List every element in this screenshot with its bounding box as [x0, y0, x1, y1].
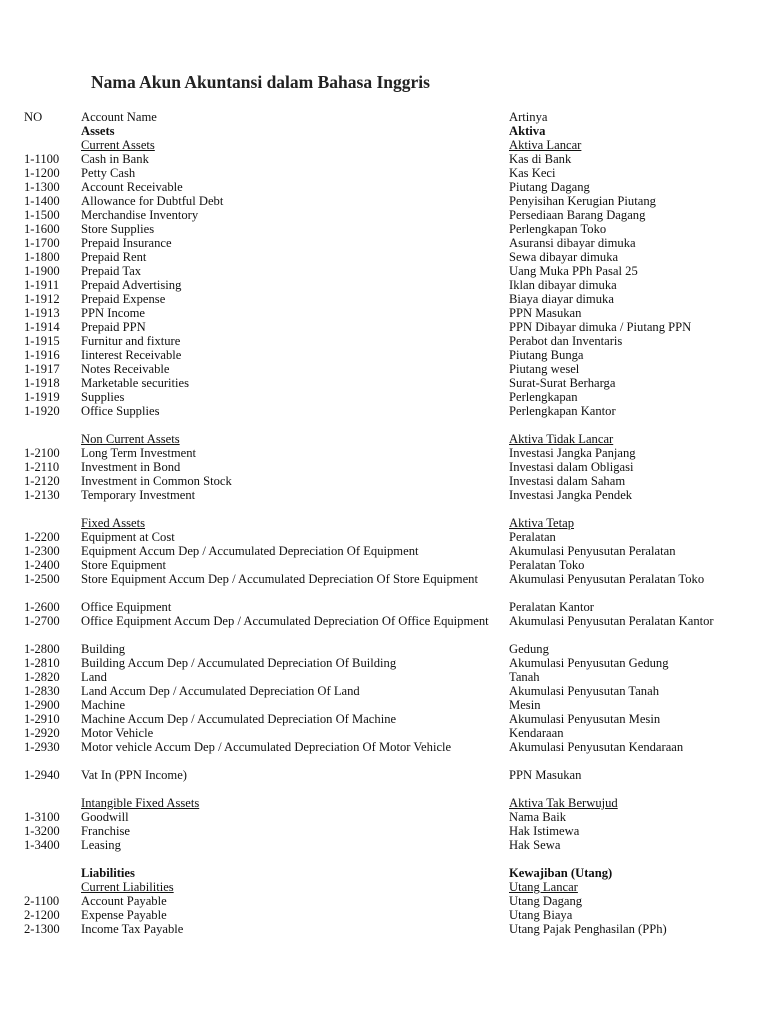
table-row — [0, 390, 768, 404]
account-name: Account Receivable — [81, 180, 183, 194]
account-name: Cash in Bank — [81, 152, 149, 166]
account-name: Investment in Bond — [81, 460, 181, 474]
account-number: 1-1919 — [24, 390, 60, 404]
account-meaning: Perabot dan Inventaris — [509, 334, 623, 348]
account-name: Equipment at Cost — [81, 530, 175, 544]
account-name: Investment in Common Stock — [81, 474, 232, 488]
spacer — [0, 418, 768, 432]
group-heading — [0, 124, 768, 138]
section-heading-id: Aktiva Tetap — [509, 516, 574, 530]
section-heading-id: Utang Lancar — [509, 880, 578, 894]
account-number: 1-2940 — [24, 768, 60, 782]
account-meaning: Akumulasi Penyusutan Kendaraan — [509, 740, 684, 754]
table-row — [0, 684, 768, 698]
account-number: 2-1300 — [24, 922, 60, 936]
table-row — [0, 558, 768, 572]
account-number: 1-1100 — [24, 152, 60, 166]
account-meaning: Akumulasi Penyusutan Peralatan Kantor — [509, 614, 714, 628]
account-meaning: Kas Keci — [509, 166, 556, 180]
account-meaning: Utang Biaya — [509, 908, 573, 922]
account-name: Prepaid Tax — [81, 264, 142, 278]
table-row — [0, 152, 768, 166]
account-meaning: Tanah — [509, 670, 540, 684]
section-heading-id: Aktiva Lancar — [509, 138, 582, 152]
table-row — [0, 488, 768, 502]
account-name: Petty Cash — [81, 166, 136, 180]
account-meaning: Hak Sewa — [509, 838, 561, 852]
account-meaning: Akumulasi Penyusutan Gedung — [509, 656, 669, 670]
account-name: Iinterest Receivable — [81, 348, 182, 362]
account-name: Land Accum Dep / Accumulated Depreciation Of Land — [81, 684, 360, 698]
account-name: Equipment Accum Dep / Accumulated Depreciation Of Equipment — [81, 544, 419, 558]
account-name: Prepaid Expense — [81, 292, 166, 306]
account-number: 1-2130 — [24, 488, 60, 502]
page-title: Nama Akun Akuntansi dalam Bahasa Inggris — [91, 72, 430, 92]
group-heading-en: Assets — [81, 124, 115, 138]
account-name: Leasing — [81, 838, 121, 852]
account-meaning: Akumulasi Penyusutan Peralatan Toko — [509, 572, 705, 586]
section-heading-id: Aktiva Tidak Lancar — [509, 432, 614, 446]
account-meaning: Sewa dibayar dimuka — [509, 250, 619, 264]
table-row — [0, 530, 768, 544]
table-row — [0, 194, 768, 208]
account-number: 1-2800 — [24, 642, 60, 656]
account-meaning: Investasi dalam Obligasi — [509, 460, 634, 474]
account-number: 1-1700 — [24, 236, 60, 250]
account-name: Store Supplies — [81, 222, 155, 236]
account-number: 1-1916 — [24, 348, 60, 362]
account-meaning: Piutang wesel — [509, 362, 580, 376]
section-heading — [0, 432, 768, 446]
account-number: 1-2400 — [24, 558, 60, 572]
table-row — [0, 712, 768, 726]
section-heading-id: Aktiva Tak Berwujud — [509, 796, 618, 810]
account-name: Merchandise Inventory — [81, 208, 199, 222]
account-meaning: Perlengkapan — [509, 390, 578, 404]
header-no: NO — [24, 110, 43, 124]
account-meaning: Piutang Dagang — [509, 180, 590, 194]
group-heading — [0, 866, 768, 880]
account-meaning: Utang Pajak Penghasilan (PPh) — [509, 922, 667, 936]
account-meaning: Akumulasi Penyusutan Tanah — [509, 684, 659, 698]
group-heading-en: Liabilities — [81, 866, 135, 880]
account-meaning: Hak Istimewa — [509, 824, 580, 838]
section-heading-en: Current Assets — [81, 138, 155, 152]
account-table — [0, 110, 768, 936]
account-meaning: Persediaan Barang Dagang — [509, 208, 646, 222]
account-meaning: Utang Dagang — [509, 894, 583, 908]
account-number: 1-3200 — [24, 824, 60, 838]
account-meaning: PPN Dibayar dimuka / Piutang PPN — [509, 320, 692, 334]
account-name: Long Term Investment — [81, 446, 197, 460]
table-row — [0, 264, 768, 278]
account-meaning: Kendaraan — [509, 726, 564, 740]
table-row — [0, 278, 768, 292]
account-meaning: Peralatan Toko — [509, 558, 585, 572]
account-meaning: Peralatan Kantor — [509, 600, 594, 614]
table-row — [0, 544, 768, 558]
account-meaning: Investasi Jangka Pendek — [509, 488, 633, 502]
account-name: Prepaid Insurance — [81, 236, 172, 250]
account-meaning: Mesin — [509, 698, 541, 712]
table-row — [0, 656, 768, 670]
account-name: Marketable securities — [81, 376, 190, 390]
account-name: Temporary Investment — [81, 488, 196, 502]
table-row — [0, 460, 768, 474]
account-number: 1-2500 — [24, 572, 60, 586]
section-heading — [0, 880, 768, 894]
account-name: Store Equipment Accum Dep / Accumulated Depreciation Of Store Equipment — [81, 572, 478, 586]
header-meaning: Artinya — [509, 110, 548, 124]
account-number: 1-2900 — [24, 698, 60, 712]
account-number: 1-1912 — [24, 292, 60, 306]
table-row — [0, 334, 768, 348]
account-number: 1-2110 — [24, 460, 60, 474]
section-heading — [0, 138, 768, 152]
spacer — [0, 782, 768, 796]
account-number: 1-2920 — [24, 726, 60, 740]
table-row — [0, 320, 768, 334]
account-meaning: Nama Baik — [509, 810, 567, 824]
table-row — [0, 768, 768, 782]
group-heading-id: Kewajiban (Utang) — [509, 866, 613, 880]
table-row — [0, 894, 768, 908]
account-meaning: Piutang Bunga — [509, 348, 584, 362]
account-meaning: Gedung — [509, 642, 549, 656]
account-name: Expense Payable — [81, 908, 167, 922]
account-meaning: Uang Muka PPh Pasal 25 — [509, 264, 638, 278]
account-number: 1-1500 — [24, 208, 60, 222]
account-name: Prepaid PPN — [81, 320, 146, 334]
account-name: Supplies — [81, 390, 125, 404]
table-row — [0, 208, 768, 222]
account-name: Allowance for Dubtful Debt — [81, 194, 224, 208]
table-row — [0, 180, 768, 194]
account-number: 1-1911 — [24, 278, 60, 292]
account-name: Motor vehicle Accum Dep / Accumulated Depreciation Of Motor Vehicle — [81, 740, 452, 754]
account-name: Account Payable — [81, 894, 167, 908]
account-name: Notes Receivable — [81, 362, 170, 376]
account-number: 1-2700 — [24, 614, 60, 628]
account-number: 1-1918 — [24, 376, 60, 390]
section-heading-en: Intangible Fixed Assets — [81, 796, 200, 810]
table-row — [0, 922, 768, 936]
account-number: 1-2830 — [24, 684, 60, 698]
account-name: Motor Vehicle — [81, 726, 154, 740]
account-number: 1-3100 — [24, 810, 60, 824]
account-meaning: Akumulasi Penyusutan Peralatan — [509, 544, 676, 558]
table-row — [0, 838, 768, 852]
table-row — [0, 306, 768, 320]
table-row — [0, 292, 768, 306]
account-meaning: Surat-Surat Berharga — [509, 376, 616, 390]
account-meaning: Perlengkapan Toko — [509, 222, 607, 236]
table-row — [0, 810, 768, 824]
account-number: 1-1400 — [24, 194, 60, 208]
account-name: Furnitur and fixture — [81, 334, 181, 348]
account-number: 1-1800 — [24, 250, 60, 264]
account-name: Machine Accum Dep / Accumulated Depreciation Of Machine — [81, 712, 397, 726]
account-number: 1-2100 — [24, 446, 60, 460]
account-meaning: Peralatan — [509, 530, 556, 544]
account-number: 1-1300 — [24, 180, 60, 194]
account-number: 1-1917 — [24, 362, 60, 376]
account-number: 1-1200 — [24, 166, 60, 180]
table-row — [0, 908, 768, 922]
account-meaning: Penyisihan Kerugian Piutang — [509, 194, 656, 208]
table-row — [0, 740, 768, 768]
account-meaning: Biaya diayar dimuka — [509, 292, 614, 306]
account-number: 1-1600 — [24, 222, 60, 236]
account-name: Building — [81, 642, 126, 656]
account-name: Store Equipment — [81, 558, 166, 572]
account-name: Office Equipment — [81, 600, 172, 614]
account-number: 1-2300 — [24, 544, 60, 558]
table-row — [0, 642, 768, 656]
account-number: 1-3400 — [24, 838, 60, 852]
spacer — [0, 852, 768, 866]
table-row — [0, 614, 768, 642]
table-row — [0, 222, 768, 236]
account-number: 1-2910 — [24, 712, 60, 726]
section-heading-en: Fixed Assets — [81, 516, 146, 530]
account-number: 1-1915 — [24, 334, 60, 348]
table-row — [0, 726, 768, 740]
account-name: Office Supplies — [81, 404, 160, 418]
account-name: Prepaid Advertising — [81, 278, 182, 292]
account-meaning: Investasi Jangka Panjang — [509, 446, 636, 460]
account-number: 1-1914 — [24, 320, 60, 334]
table-header — [0, 110, 768, 124]
account-meaning: Akumulasi Penyusutan Mesin — [509, 712, 661, 726]
table-row — [0, 362, 768, 376]
table-row — [0, 474, 768, 488]
account-number: 1-2930 — [24, 740, 60, 754]
account-number: 1-2810 — [24, 656, 60, 670]
section-heading-en: Non Current Assets — [81, 432, 180, 446]
section-heading-en: Current Liabilities — [81, 880, 174, 894]
account-meaning: PPN Masukan — [509, 768, 582, 782]
account-number: 1-2600 — [24, 600, 60, 614]
account-number: 1-1913 — [24, 306, 60, 320]
table-row — [0, 404, 768, 418]
account-meaning: Kas di Bank — [509, 152, 572, 166]
table-row — [0, 348, 768, 362]
header-account-name: Account Name — [81, 110, 157, 124]
account-number: 1-2200 — [24, 530, 60, 544]
account-number: 1-2120 — [24, 474, 60, 488]
account-name: Franchise — [81, 824, 130, 838]
table-row — [0, 166, 768, 180]
table-row — [0, 250, 768, 264]
table-row — [0, 600, 768, 614]
table-row — [0, 670, 768, 684]
account-name: Prepaid Rent — [81, 250, 147, 264]
section-heading — [0, 516, 768, 530]
account-number: 2-1200 — [24, 908, 60, 922]
table-row — [0, 698, 768, 712]
table-row — [0, 446, 768, 460]
table-row — [0, 236, 768, 250]
account-name: PPN Income — [81, 306, 146, 320]
account-name: Office Equipment Accum Dep / Accumulated Depreciation Of Office Equipment — [81, 614, 489, 628]
account-meaning: Asuransi dibayar dimuka — [509, 236, 636, 250]
table-row — [0, 572, 768, 600]
account-number: 1-1920 — [24, 404, 60, 418]
account-number: 1-1900 — [24, 264, 60, 278]
spacer — [0, 502, 768, 516]
account-meaning: Iklan dibayar dimuka — [509, 278, 617, 292]
account-name: Machine — [81, 698, 126, 712]
account-name: Goodwill — [81, 810, 129, 824]
account-meaning: PPN Masukan — [509, 306, 582, 320]
account-name: Building Accum Dep / Accumulated Depreciation Of Building — [81, 656, 397, 670]
account-number: 1-2820 — [24, 670, 60, 684]
group-heading-id: Aktiva — [509, 124, 546, 138]
table-row — [0, 376, 768, 390]
account-name: Vat In (PPN Income) — [81, 768, 187, 782]
account-meaning: Perlengkapan Kantor — [509, 404, 616, 418]
account-name: Land — [81, 670, 107, 684]
account-number: 2-1100 — [24, 894, 60, 908]
account-meaning: Investasi dalam Saham — [509, 474, 626, 488]
table-row — [0, 824, 768, 838]
account-name: Income Tax Payable — [81, 922, 184, 936]
section-heading — [0, 796, 768, 810]
